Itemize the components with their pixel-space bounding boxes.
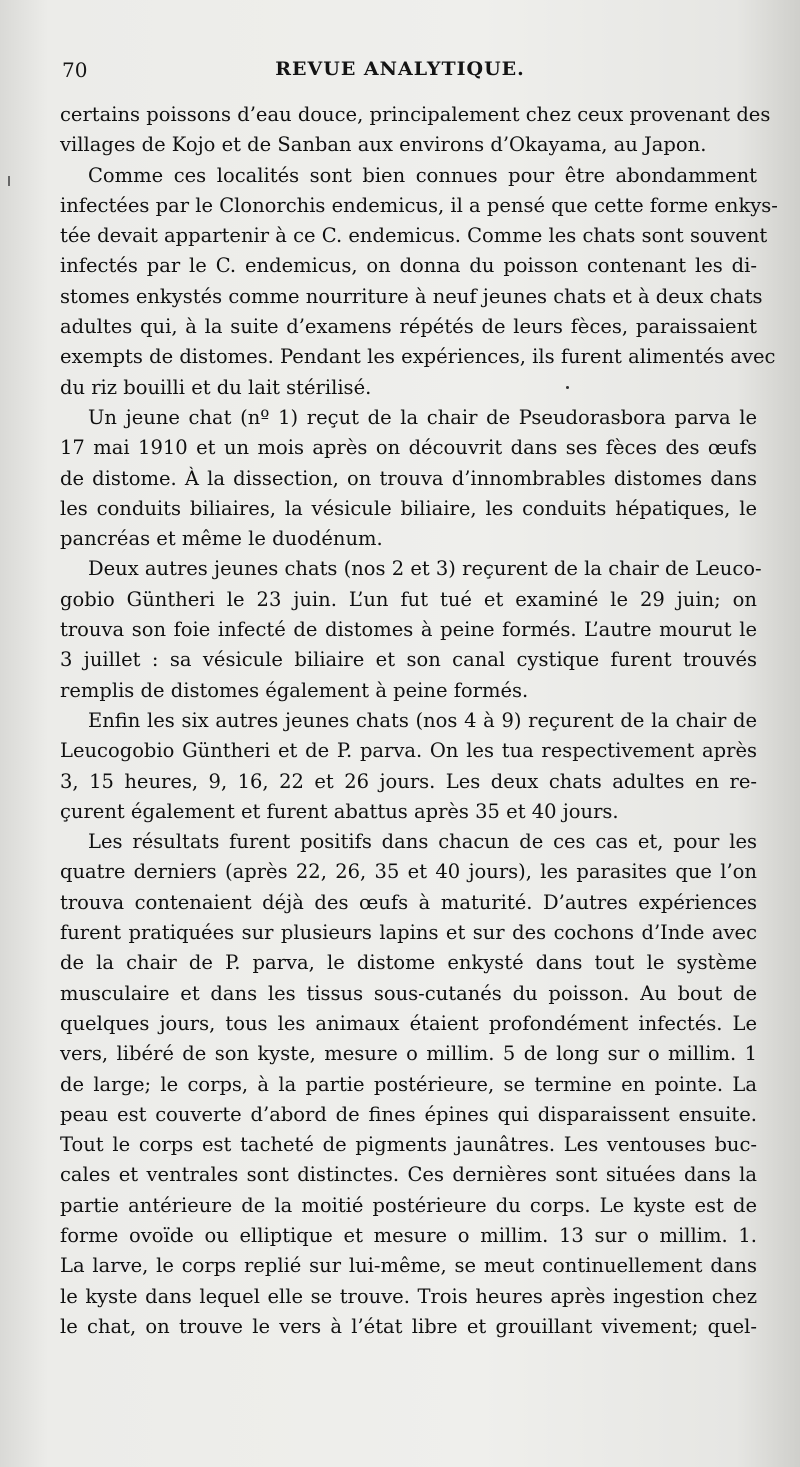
text-line: de la chair de P. parva, le distome enkysté dans tout le système [60,951,757,975]
text-line: pancréas et même le duodénum. [60,527,383,551]
text-line: Comme ces localités sont bien connues pour être abondamment [88,163,757,187]
text-line: de distome. À la dissection, on trouva d’innombrables distomes dans [60,466,757,490]
text-line: quatre derniers (après 22, 26, 35 et 40 jours), les parasites que l’on [60,860,757,884]
text-line: gobio Güntheri le 23 juin. L’un fut tué et examiné le 29 juin; on [60,587,757,611]
text-line: de large; le corps, à la partie postérieure, se termine en pointe. La [60,1072,757,1096]
text-line: furent pratiquées sur plusieurs lapins et sur des cochons d’Inde avec [60,921,757,945]
text-line: cales et ventrales sont distinctes. Ces dernières sont situées dans la [60,1163,757,1187]
page-number: 70 [62,58,88,82]
text-line: infectées par le Clonorchis endemicus, il a pensé que cette forme enkys- [60,193,778,217]
text-line: musculaire et dans les tissus sous-cutanés du poisson. Au bout de [60,981,757,1005]
text-line: Tout le corps est tacheté de pigments jaunâtres. Les ventouses buc- [60,1133,757,1157]
text-line: 17 mai 1910 et un mois après on découvrit dans ses fèces des œufs [60,436,757,460]
text-line: Les résultats furent positifs dans chacun de ces cas et, pour les [88,830,757,854]
text-line: çurent également et furent abattus après 35 et 40 jours. [60,799,619,823]
text-line: exempts de distomes. Pendant les expériences, ils furent alimentés avec [60,345,776,369]
text-line: infectés par le C. endemicus, on donna du poisson contenant les di- [60,254,757,278]
print-speck [8,176,10,186]
text-line: forme ovoïde ou elliptique et mesure o millim. 13 sur o millim. 1. [60,1223,757,1247]
text-line: vers, libéré de son kyste, mesure o millim. 5 de long sur o millim. 1 [60,1042,757,1066]
text-line: 3, 15 heures, 9, 16, 22 et 26 jours. Les deux chats adultes en re- [60,769,757,793]
page-header [62,58,738,92]
text-line: adultes qui, à la suite d’examens répétés de leurs fèces, paraissaient [60,315,757,339]
text-line: le kyste dans lequel elle se trouve. Trois heures après ingestion chez [60,1284,757,1308]
text-line: stomes enkystés comme nourriture à neuf jeunes chats et à deux chats [60,284,763,308]
text-line: tée devait appartenir à ce C. endemicus. Comme les chats sont souvent [60,224,768,248]
text-line: trouva son foie infecté de distomes à peine formés. L’autre mourut le [60,618,757,642]
text-line: trouva contenaient déjà des œufs à maturité. D’autres expériences [60,890,757,914]
text-line: Deux autres jeunes chats (nos 2 et 3) reçurent de la chair de Leuco- [88,557,762,581]
text-line: quelques jours, tous les animaux étaient profondément infectés. Le [60,1011,757,1035]
print-speck [566,386,569,389]
text-line: Leucogobio Güntheri et de P. parva. On les tua respectivement après [60,739,757,763]
text-line: les conduits biliaires, la vésicule biliaire, les conduits hépatiques, le [60,496,757,520]
text-line: villages de Kojo et de Sanban aux environs d’Okayama, au Japon. [60,133,707,157]
text-line: peau est couverte d’abord de fines épines qui disparaissent ensuite. [60,1102,757,1126]
text-line: remplis de distomes également à peine formés. [60,678,529,702]
text-line: partie antérieure de la moitié postérieure du corps. Le kyste est de [60,1193,757,1217]
text-line: Un jeune chat (nº 1) reçut de la chair de Pseudorasbora parva le [88,405,757,429]
text-line: Enfin les six autres jeunes chats (nos 4 à 9) reçurent de la chair de [88,708,757,732]
text-line: 3 juillet : sa vésicule biliaire et son canal cystique furent trouvés [60,648,757,672]
running-head: REVUE ANALYTIQUE. [275,58,525,80]
text-line: La larve, le corps replié sur lui-même, se meut continuellement dans [60,1254,757,1278]
body-text [60,100,778,1342]
text-line: du riz bouilli et du lait stérilisé. [60,375,372,399]
text-line: certains poissons d’eau douce, principalement chez ceux provenant des [60,103,771,126]
text-line: le chat, on trouve le vers à l’état libre et grouillant vivement; quel- [60,1314,757,1338]
